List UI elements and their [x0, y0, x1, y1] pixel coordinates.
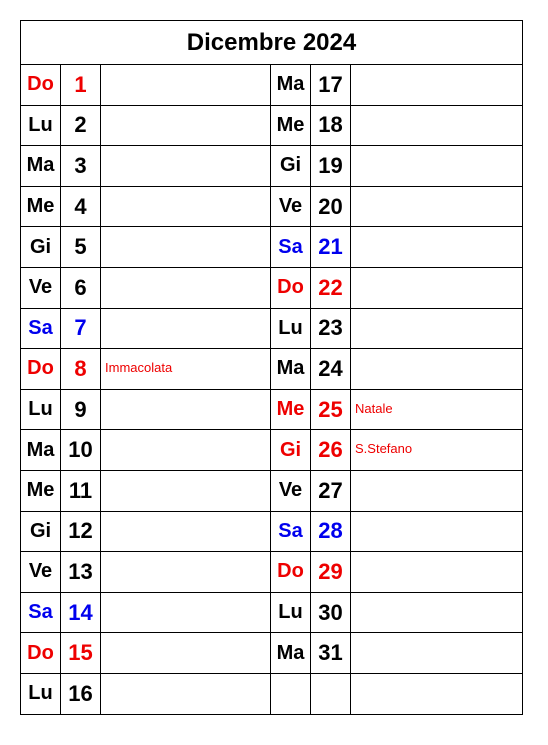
note-cell [101, 308, 271, 349]
note-cell [351, 389, 523, 430]
day-name-cell: Me [271, 105, 311, 146]
note-cell [351, 308, 523, 349]
day-name-cell: Gi [271, 430, 311, 471]
day-name-cell: Me [21, 186, 61, 227]
calendar-row [21, 592, 523, 633]
day-number-cell: 24 [311, 349, 351, 390]
note-text: Immacolata [105, 360, 173, 376]
note-cell [351, 430, 523, 471]
note-cell [101, 389, 271, 430]
calendar-row [21, 349, 523, 390]
calendar-row [21, 511, 523, 552]
note-cell [101, 673, 271, 714]
day-number-cell: 7 [61, 308, 101, 349]
day-name-cell [271, 673, 311, 714]
day-name-cell: Gi [271, 146, 311, 187]
day-number-cell: 25 [311, 389, 351, 430]
day-name-cell: Lu [271, 308, 311, 349]
day-name-cell: Gi [21, 511, 61, 552]
day-number-cell: 10 [61, 430, 101, 471]
day-name-cell: Lu [21, 105, 61, 146]
note-cell [101, 592, 271, 633]
note-cell [351, 146, 523, 187]
note-text: S.Stefano [355, 441, 413, 457]
day-number-cell: 22 [311, 267, 351, 308]
day-name-cell: Lu [271, 592, 311, 633]
calendar-row [21, 552, 523, 593]
note-cell [351, 673, 523, 714]
day-number-cell: 12 [61, 511, 101, 552]
note-cell [101, 511, 271, 552]
day-number-cell: 5 [61, 227, 101, 268]
note-cell [101, 65, 271, 106]
calendar-title: Dicembre 2024 [21, 21, 523, 65]
day-name-cell: Sa [271, 511, 311, 552]
day-name-cell: Do [271, 552, 311, 593]
calendar-row [21, 267, 523, 308]
note-cell [101, 267, 271, 308]
day-name-cell: Do [21, 65, 61, 106]
day-name-cell: Ma [21, 146, 61, 187]
note-cell [351, 349, 523, 390]
day-number-cell: 18 [311, 105, 351, 146]
day-name-cell: Do [271, 267, 311, 308]
note-text: Natale [355, 400, 393, 416]
title-row [21, 21, 523, 65]
calendar-row [21, 227, 523, 268]
note-cell [101, 146, 271, 187]
calendar-row [21, 146, 523, 187]
day-number-cell: 11 [61, 470, 101, 511]
day-name-cell: Sa [21, 308, 61, 349]
day-number-cell: 8 [61, 349, 101, 390]
day-number-cell: 14 [61, 592, 101, 633]
day-number-cell: 26 [311, 430, 351, 471]
day-name-cell: Ve [271, 186, 311, 227]
day-number-cell: 19 [311, 146, 351, 187]
note-cell [351, 633, 523, 674]
calendar-row [21, 105, 523, 146]
day-number-cell: 9 [61, 389, 101, 430]
note-cell [101, 227, 271, 268]
note-cell [351, 105, 523, 146]
day-number-cell: 31 [311, 633, 351, 674]
calendar-row [21, 186, 523, 227]
day-name-cell: Sa [21, 592, 61, 633]
day-name-cell: Gi [21, 227, 61, 268]
calendar-row [21, 389, 523, 430]
note-cell [101, 349, 271, 390]
note-cell [351, 186, 523, 227]
day-number-cell: 15 [61, 633, 101, 674]
note-cell [101, 633, 271, 674]
calendar-table [20, 20, 523, 715]
day-name-cell: Me [271, 389, 311, 430]
day-number-cell: 23 [311, 308, 351, 349]
day-name-cell: Do [21, 633, 61, 674]
day-name-cell: Ma [271, 65, 311, 106]
note-cell [101, 552, 271, 593]
day-name-cell: Sa [271, 227, 311, 268]
note-cell [101, 105, 271, 146]
note-cell [351, 470, 523, 511]
day-number-cell: 4 [61, 186, 101, 227]
day-name-cell: Lu [21, 673, 61, 714]
day-name-cell: Lu [21, 389, 61, 430]
day-name-cell: Ma [271, 633, 311, 674]
note-cell [351, 592, 523, 633]
note-cell [351, 267, 523, 308]
calendar-row [21, 633, 523, 674]
day-number-cell: 1 [61, 65, 101, 106]
day-name-cell: Ma [271, 349, 311, 390]
day-number-cell: 13 [61, 552, 101, 593]
day-number-cell: 6 [61, 267, 101, 308]
day-number-cell: 3 [61, 146, 101, 187]
calendar-row [21, 673, 523, 714]
day-number-cell: 30 [311, 592, 351, 633]
day-name-cell: Me [21, 470, 61, 511]
note-cell [101, 430, 271, 471]
day-number-cell: 28 [311, 511, 351, 552]
note-cell [351, 552, 523, 593]
calendar-row [21, 470, 523, 511]
note-cell [351, 227, 523, 268]
note-cell [351, 65, 523, 106]
note-cell [351, 511, 523, 552]
calendar-row [21, 308, 523, 349]
day-number-cell: 27 [311, 470, 351, 511]
day-name-cell: Ma [21, 430, 61, 471]
day-name-cell: Ve [21, 552, 61, 593]
note-cell [101, 470, 271, 511]
day-number-cell: 29 [311, 552, 351, 593]
note-cell [101, 186, 271, 227]
day-name-cell: Do [21, 349, 61, 390]
calendar-row [21, 430, 523, 471]
day-number-cell [311, 673, 351, 714]
day-number-cell: 16 [61, 673, 101, 714]
day-name-cell: Ve [271, 470, 311, 511]
day-number-cell: 17 [311, 65, 351, 106]
day-number-cell: 2 [61, 105, 101, 146]
day-number-cell: 21 [311, 227, 351, 268]
day-name-cell: Ve [21, 267, 61, 308]
day-number-cell: 20 [311, 186, 351, 227]
calendar-row [21, 65, 523, 106]
